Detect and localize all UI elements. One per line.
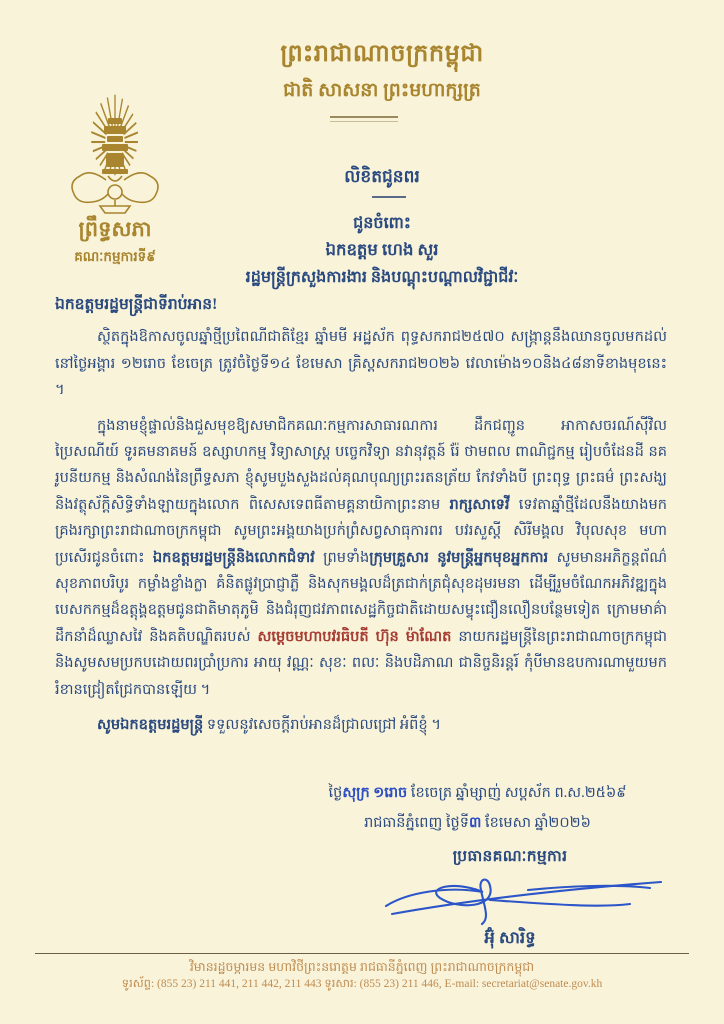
header-divider <box>330 116 398 122</box>
commission-label: គណៈកម្មការទី៩ <box>74 249 156 264</box>
prime-minister-name-red: សម្តេចមហាបវរធិបតី ហ៊ុន ម៉ាណែត <box>257 628 452 645</box>
addressed-to-label: ជូនចំពោះ <box>353 215 411 232</box>
lunar-date-rest: ខែចេត្រ ឆ្នាំម្សាញ់ សប្តស័ក ព.ស.២៥៦៩ <box>407 785 627 801</box>
paragraph-1 <box>55 324 667 403</box>
paragraph-2-text: ព្រមទាំង <box>314 549 370 566</box>
family-bold: ក្រុមគ្រួសារ នូវមន្ត្រីអ្នកមុខអ្នកការ <box>369 549 549 566</box>
footer-contacts: ទូរស័ព្ទ: (855 23) 211 441, 211 442, 211 443 ទូរសារ: (855 23) 211 446, E-mail: secretariat@senate.gov.kh <box>121 978 603 990</box>
gregorian-date-rest: ខែមេសា ឆ្នាំ២០២៦ <box>481 815 591 831</box>
handwritten-signature-icon <box>378 866 668 932</box>
lunar-date-prefix: ថ្ងៃ <box>328 785 343 801</box>
kingdom-motto-line1: ព្រះរាជាណាចក្រកម្ពុជា <box>280 41 484 67</box>
lunar-date-line <box>275 778 680 808</box>
addressee-title: រដ្ឋមន្ត្រីក្រសួងការងារ និងបណ្តុះបណ្តាលវិជ្ជាជីវៈ <box>245 269 519 286</box>
paragraph-2-text: នាយករដ្ឋមន្ត្រីនៃព្រះរាជាណាចក្រកម្ពុជា និងសូមសមប្រកបដោយពរប្រាំប្រការ អាយុ វណ្ណៈ សុខៈ ពលៈ និងបដិភាណ ជានិច្ចនិរន្តរ៍ កុំបីមានឧបការណាមួយមករំខានជ្រៀតជ្រែកបានឡើយ ។ <box>55 628 667 698</box>
paragraph-1-text: ស្ថិតក្នុងឱកាសចូលឆ្នាំថ្មីប្រពៃណីជាតិខ្មែរ ឆ្នាំមមី អដ្ឋស័ក ពុទ្ធសករាជ២៥៧០ សង្ក្រាន្តនឹងឈានចូលមកដល់នៅថ្ងៃអង្គារ ១២រោច ខែចេត្រ ត្រូវចំថ្ងៃទី១៤ ខែមេសា គ្រិស្ដសករាជ២០២៦ វេលាម៉ោង១០និង៤៨នាទីខាងមុខនេះ ។ <box>55 329 667 399</box>
closing-bold: សូមឯកឧត្តមរដ្ឋមន្ត្រី <box>97 717 204 734</box>
addressee-name: ឯកឧត្តម ហេង សួរ <box>325 240 439 259</box>
goddess-name-bold: រាក្សសាទេវី <box>449 496 510 513</box>
doc-type-divider <box>372 196 406 198</box>
letterhead-footer <box>35 953 689 992</box>
paragraph-2 <box>55 413 667 703</box>
closing-rest: ទទួលនូវសេចក្ដីរាប់អានដ៏ជ្រាលជ្រៅ អំពីខ្ញុំ ។ <box>203 717 441 734</box>
signer-name: អ៊ុំ សារិទ្ធ <box>484 928 536 947</box>
signer-title: ប្រធានគណៈកម្មការ <box>452 848 568 865</box>
closing-line <box>55 712 667 738</box>
letter-body <box>55 292 667 739</box>
kingdom-motto-line2: ជាតិ សាសនា ព្រះមហាក្សត្រ <box>283 80 481 101</box>
paragraph-2-text: សូមមានអភិក្ខន្តព័ណ៌ សុខភាពបរិបូរ កម្លាំងខ្លាំងក្លា គំនិតផ្លូវប្រាជ្ញាភ្លឺ និងសុកមង្គលដ៏ត្រជាក់ត្រជុំសុខដុមរមនា ដើម្បីរួមចំណែកអភិវឌ្ឍក្នុងបេសកកម្មដ៏ឧត្តុង្គឧត្តមជូនជាតិមាតុភូមិ និងជំរុញជវភាពសេដ្ឋកិច្ចជាតិដោយសម្ទុះជឿនលឿនបន្ថែមទៀត ក្រោមមាគ៌ាដឹកនាំដ៏ឈ្លាសវៃ និងគតិបណ្ឌិតរបស់ <box>55 549 668 645</box>
salutation-line: ឯកឧត្តមរដ្ឋមន្ត្រីជាទីរាប់អាន! <box>55 296 218 313</box>
senate-institution-label: ព្រឹទ្ធសភា <box>78 217 152 241</box>
document-type-title: លិខិតជូនពរ <box>344 167 420 186</box>
handwritten-day-number: ៣ <box>468 815 482 831</box>
handwritten-weekday: សុក្រ ១រោច <box>342 785 408 801</box>
minister-honorific-bold: ឯកឧត្តមរដ្ឋមន្ត្រីនិងលោកជំទាវ <box>152 549 315 566</box>
paragraph-2-text: ក្នុងនាមខ្ញុំផ្ទាល់និងជួសមុខឱ្យសមាជិកគណៈកម្មការសាធារណការ ដឹកជញ្ជូន អាកាសចរណ៍ស៊ីវិល ប្រៃសណីយ៍ ទូរគមនាគមន៍ ឧស្សាហកម្ម វិទ្យាសាស្ត្រ បច្ចេកវិទ្យា នវានុវត្តន៍ រ៉ែ ថាមពល ពាណិជ្ជកម្ម រៀបចំដែនដី នគរូបនីយកម្ម និងសំណង់នៃព្រឹទ្ធសភា ខ្ញុំសូមបួងសួងដល់គុណបុណ្យព្រះរតនត្រ័យ កែវទាំងបី ព្រះពុទ្ធ ព្រះធម៌ ព្រះសង្ឃ និងវត្ថុស័ក្តិសិទ្ធិទាំងឡាយក្នុងលោក ពិសេសទេពធីតាមគ្គនាយិកាព្រះនាម <box>55 417 667 513</box>
gregorian-date-prefix: រាជធានីភ្នំពេញ ថ្ងៃទី <box>364 815 469 831</box>
footer-address: វិមានរដ្ឋចម្ការមន មហាវិថីព្រះនរោត្តម រាជធានីភ្នំពេញ ព្រះរាជាណាចក្រកម្ពុជា <box>189 960 535 974</box>
paragraph-2-text: ទេវតាឆ្នាំថ្មីដែលនឹងយាងមកគ្រងរក្សាព្រះរាជាណាចក្រកម្ពុជា សូមព្រះអង្គយាងប្រក់ព្រំសព្វសាធុការពរ បវរសួស្ដី សិរីមង្គល វិបុលសុខ មហាប្រសើរជូនចំពោះ <box>55 496 667 566</box>
gregorian-date-line <box>275 808 680 838</box>
senate-royal-emblem-icon <box>60 92 170 217</box>
dateline-block <box>275 778 680 838</box>
